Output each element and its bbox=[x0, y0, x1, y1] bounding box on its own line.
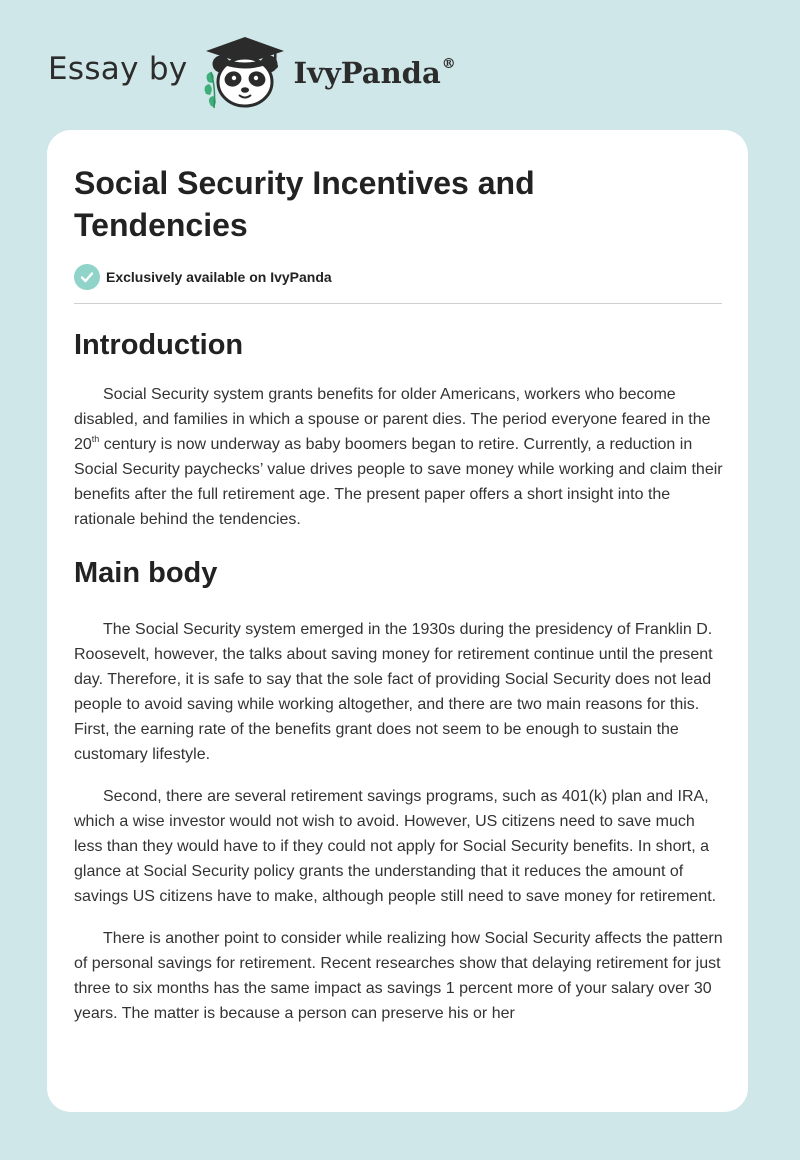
essay-card bbox=[47, 130, 748, 1112]
brand-header bbox=[48, 34, 456, 110]
check-circle-icon bbox=[74, 264, 100, 290]
intro-paragraph: Social Security system grants benefits for older Americans, workers who become disabled, and families in which a spouse or parent dies. The period everyone feared in the 20th century is now underway as baby boomers began to retire. Currently, a reduction in Social Security paychecks’ value drives people to save money while working and claim their benefits after the full retirement age. The present paper offers a short insight into the rationale behind the tendencies. bbox=[74, 386, 723, 528]
body-paragraph: There is another point to consider while realizing how Social Security affects the pattern of personal savings for retirement. Recent researches show that delaying retirement for just three to six months has the same impact as savings 1 percent more of your salary over 30 years. The matter is because a person can preserve his or her bbox=[74, 930, 723, 1022]
brand-name: IvyPanda® bbox=[293, 56, 456, 90]
registered-mark: ® bbox=[441, 56, 456, 72]
body-paragraph: Second, there are several retirement savings programs, such as 401(k) plan and IRA, which a wise investor would not wish to avoid. However, US citizens need to save much less than they would have to if they could not apply for Social Security benefits. In short, a glance at Social Security policy grants the understanding that it reduces the amount of savings US citizens have to make, although people still need to save money for retirement. bbox=[74, 788, 717, 905]
divider bbox=[74, 303, 722, 304]
superscript: th bbox=[91, 434, 100, 444]
exclusive-badge-text: Exclusively available on IvyPanda bbox=[106, 269, 332, 285]
exclusive-badge bbox=[74, 264, 722, 290]
panda-graduation-cap-icon bbox=[202, 34, 288, 110]
body-paragraph: The Social Security system emerged in the 1930s during the presidency of Franklin D. Roosevelt, however, the talks about saving money for retirement continue until the present day. Therefore, it is safe to say that the sole fact of providing Social Security does not lead people to avoid saving while working altogether, and there are two main reasons for this. First, the earning rate of the benefits grant does not seem to be enough to sustain the customary lifestyle. bbox=[74, 621, 713, 763]
page-title: Social Security Incentives and Tendencies bbox=[74, 165, 535, 243]
section-heading-main-body: Main body bbox=[74, 557, 218, 589]
section-heading-introduction: Introduction bbox=[74, 329, 244, 361]
brand-prefix: Essay by bbox=[48, 51, 188, 87]
